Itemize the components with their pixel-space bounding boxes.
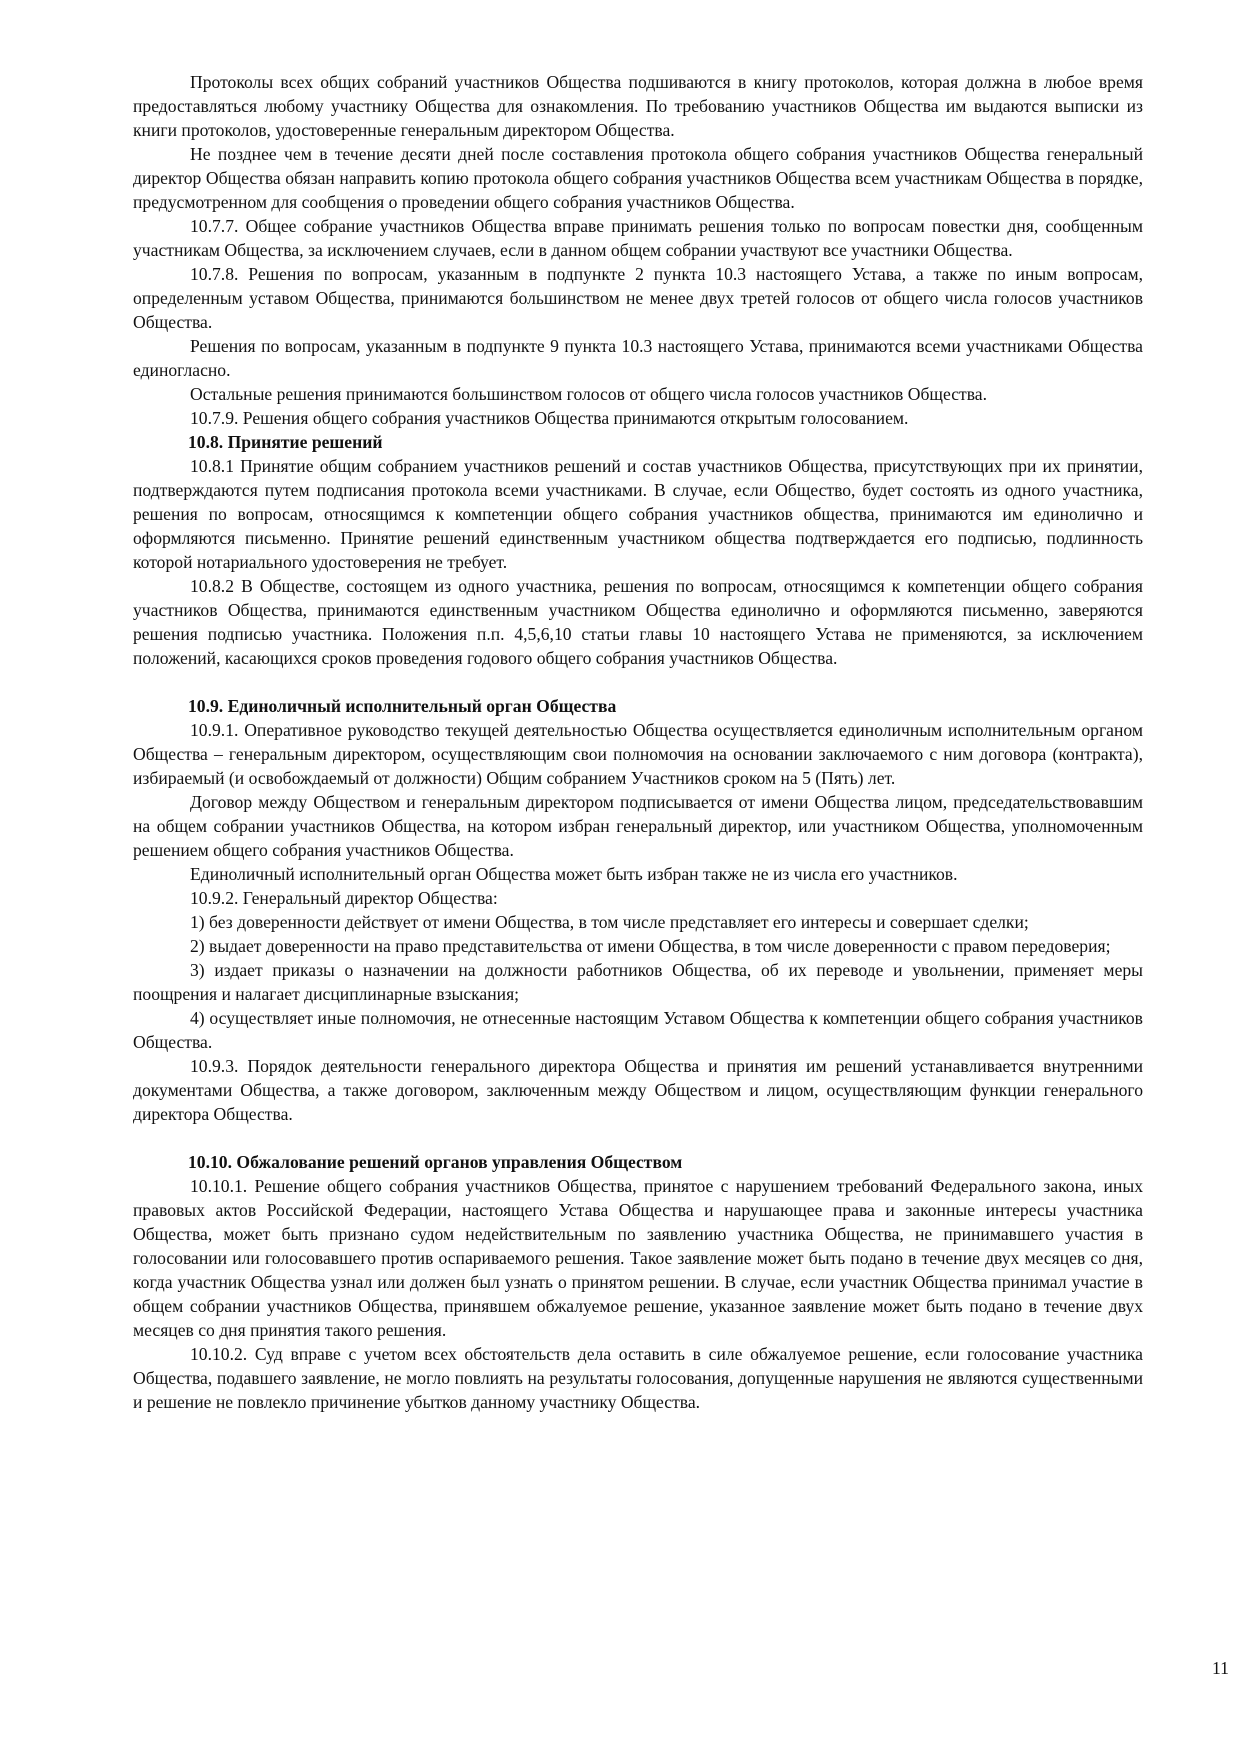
section-heading-10-9: 10.9. Единоличный исполнительный орган Общества <box>188 696 617 716</box>
page-number: 11 <box>1212 1658 1229 1678</box>
paragraph-10-9-1: 10.9.1. Оперативное руководство текущей деятельностью Общества осуществляется единоличным исполнительным органом Общества – генеральным директором, осуществляющим свои полномочия на основании заключаемого с ним договора (контракта), избираемый (и освобождаемый от должности) Общим собранием Участников сроком на 5 (Пять) лет. <box>133 720 1143 788</box>
paragraph-director-non-member: Единоличный исполнительный орган Общества может быть избран также не из числа его участников. <box>190 864 958 884</box>
paragraph-protocols-binding: Протоколы всех общих собраний участников Общества подшиваются в книгу протоколов, которая должна в любое время предоставляться любому участнику Общества для ознакомления. По требованию участников Общества им выдаются выписки из книги протоколов, удостоверенные генеральным директором Общества. <box>133 72 1143 140</box>
paragraph-10-9-2: 10.9.2. Генеральный директор Общества: <box>190 888 498 908</box>
paragraph-10-8-1: 10.8.1 Принятие общим собранием участников решений и состав участников Общества, присутствующих при их принятии, подтверждаются путем подписания протокола всеми участниками. В случае, если Общество, будет состоять из одного участника, решения по вопросам, относящимся к компетенции общего собрания участников общества, принимаются им единолично и оформляются письменно. Принятие решений единственным участником общества подтверждается его подписью, подлинность которой нотариального удостоверения не требует. <box>133 456 1143 572</box>
paragraph-other-decisions: Остальные решения принимаются большинством голосов от общего числа голосов участников Общества. <box>190 384 987 404</box>
section-heading-10-10: 10.10. Обжалование решений органов управления Обществом <box>188 1152 683 1172</box>
paragraph-director-contract: Договор между Обществом и генеральным директором подписывается от имени Общества лицом, председательствовавшим на общем собрании участников Общества, на котором избран генеральный директор, или участником Общества, уполномоченным решением общего собрания участников Общества. <box>133 792 1143 860</box>
paragraph-10-10-1: 10.10.1. Решение общего собрания участников Общества, принятое с нарушением требований Федерального закона, иных правовых актов Российской Федерации, настоящего Устава Общества и нарушающее права и законные интересы участника Общества, может быть признано судом недействительным по заявлению участника Общества, не принимавшего участия в голосовании или голосовавшего против оспариваемого решения. Такое заявление может быть подано в течение двух месяцев со дня, когда участник Общества узнал или должен был узнать о принятом решении. В случае, если участник Общества принимал участие в общем собрании участников Общества, принявшем обжалуемое решение, указанное заявление может быть подано в течение двух месяцев со дня принятия такого решения. <box>133 1176 1143 1340</box>
spacer <box>133 670 1143 694</box>
list-item-4: 4) осуществляет иные полномочия, не отнесенные настоящим Уставом Общества к компетенции общего собрания участников Общества. <box>133 1008 1143 1052</box>
paragraph-10-7-7: 10.7.7. Общее собрание участников Общества вправе принимать решения только по вопросам повестки дня, сообщенным участникам Общества, за исключением случаев, если в данном общем собрании участвуют все участники Общества. <box>133 216 1143 260</box>
paragraph-10-7-9: 10.7.9. Решения общего собрания участников Общества принимаются открытым голосованием. <box>190 408 909 428</box>
spacer <box>133 1126 1143 1150</box>
paragraph-10-8-2: 10.8.2 В Обществе, состоящем из одного участника, решения по вопросам, относящимся к компетенции общего собрания участников Общества, принимаются единственным участником Общества единолично и оформляются письменно, заверяются решения подписью участника. Положения п.п. 4,5,6,10 статьи главы 10 настоящего Устава не применяются, за исключением положений, касающихся сроков проведения годового общего собрания участников Общества. <box>133 576 1143 668</box>
paragraph-10-7-8: 10.7.8. Решения по вопросам, указанным в подпункте 2 пункта 10.3 настоящего Устава, а также по иным вопросам, определенным уставом Общества, принимаются большинством не менее двух третей голосов от общего числа голосов участников Общества. <box>133 264 1143 332</box>
list-item-1: 1) без доверенности действует от имени Общества, в том числе представляет его интересы и совершает сделки; <box>190 912 1029 932</box>
list-item-3: 3) издает приказы о назначении на должности работников Общества, об их переводе и увольнении, применяет меры поощрения и налагает дисциплинарные взыскания; <box>133 960 1143 1004</box>
paragraph-protocol-copy-deadline: Не позднее чем в течение десяти дней после составления протокола общего собрания участников Общества генеральный директор Общества обязан направить копию протокола общего собрания участников Общества всем участникам Общества в порядке, предусмотренном для сообщения о проведении общего собрания участников Общества. <box>133 144 1143 212</box>
paragraph-10-9-3: 10.9.3. Порядок деятельности генерального директора Общества и принятия им решений устанавливается внутренними документами Общества, а также договором, заключенным между Обществом и лицом, осуществляющим функции генерального директора Общества. <box>133 1056 1143 1124</box>
document-page <box>133 70 1143 1414</box>
paragraph-10-10-2: 10.10.2. Суд вправе с учетом всех обстоятельств дела оставить в силе обжалуемое решение, если голосование участника Общества, подавшего заявление, не могло повлиять на результаты голосования, допущенные нарушения не являются существенными и решение не повлекло причинение убытков данному участнику Общества. <box>133 1344 1143 1412</box>
paragraph-unanimous-decisions: Решения по вопросам, указанным в подпункте 9 пункта 10.3 настоящего Устава, принимаются всеми участниками Общества единогласно. <box>133 336 1143 380</box>
section-heading-10-8: 10.8. Принятие решений <box>188 432 383 452</box>
list-item-2: 2) выдает доверенности на право представительства от имени Общества, в том числе доверенности с правом передоверия; <box>190 936 1111 956</box>
